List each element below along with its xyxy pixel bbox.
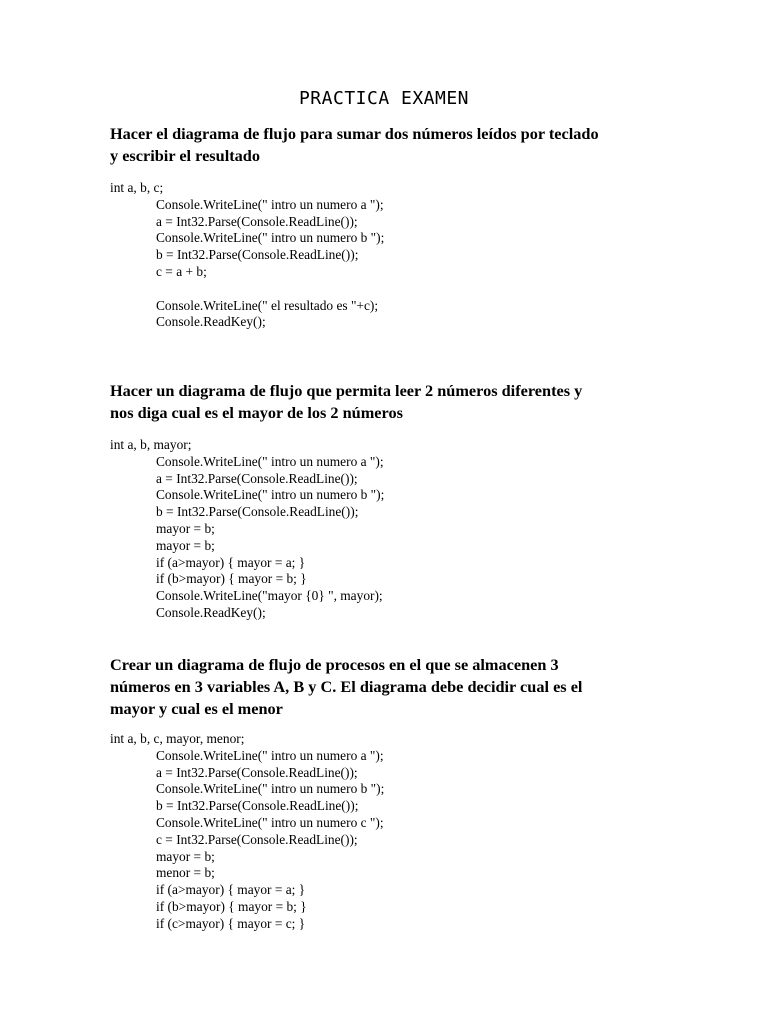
code-line: Console.WriteLine(" intro un numero a "); xyxy=(156,196,384,212)
code-line: c = a + b; xyxy=(156,263,207,279)
page-title: PRACTICA EXAMEN xyxy=(298,88,470,109)
code-line: int a, b, c, mayor, menor; xyxy=(110,731,245,746)
code-line: menor = b; xyxy=(156,865,215,881)
code-block-2 xyxy=(110,437,670,622)
code-line: Console.WriteLine(" intro un numero a "); xyxy=(156,747,384,763)
code-line: if (b>mayor) { mayor = b; } xyxy=(156,571,307,587)
code-line: mayor = b; xyxy=(156,520,215,536)
code-block-3 xyxy=(110,731,670,933)
question-line: Hacer el diagrama de flujo para sumar dos números leídos por teclado xyxy=(110,124,599,143)
code-line xyxy=(110,281,670,298)
code-line: b = Int32.Parse(Console.ReadLine()); xyxy=(156,247,359,263)
code-line: if (a>mayor) { mayor = a; } xyxy=(156,882,306,898)
code-block-1 xyxy=(110,180,670,331)
question-2 xyxy=(110,380,670,424)
question-3 xyxy=(110,654,670,720)
question-line: y escribir el resultado xyxy=(110,146,260,165)
code-line: mayor = b; xyxy=(156,848,215,864)
code-line: Console.WriteLine("mayor {0} ", mayor); xyxy=(156,588,383,604)
code-line: if (c>mayor) { mayor = c; } xyxy=(156,915,306,931)
code-line: int a, b, mayor; xyxy=(110,437,192,452)
question-line: nos diga cual es el mayor de los 2 números xyxy=(110,403,403,422)
code-line: a = Int32.Parse(Console.ReadLine()); xyxy=(156,213,358,229)
code-line: b = Int32.Parse(Console.ReadLine()); xyxy=(156,798,359,814)
question-line: Hacer un diagrama de flujo que permita leer 2 números diferentes y xyxy=(110,381,583,400)
code-line: b = Int32.Parse(Console.ReadLine()); xyxy=(156,504,359,520)
code-line: if (a>mayor) { mayor = a; } xyxy=(156,554,306,570)
code-line: Console.WriteLine(" intro un numero b "); xyxy=(156,230,385,246)
code-line: Console.WriteLine(" intro un numero b "); xyxy=(156,781,385,797)
question-line: números en 3 variables A, B y C. El diagrama debe decidir cual es el xyxy=(110,677,583,696)
code-line: int a, b, c; xyxy=(110,180,164,195)
code-line: if (b>mayor) { mayor = b; } xyxy=(156,898,307,914)
code-line: a = Int32.Parse(Console.ReadLine()); xyxy=(156,764,358,780)
code-line: a = Int32.Parse(Console.ReadLine()); xyxy=(156,470,358,486)
code-line: Console.ReadKey(); xyxy=(156,604,266,620)
code-line: Console.ReadKey(); xyxy=(156,314,266,330)
code-line: c = Int32.Parse(Console.ReadLine()); xyxy=(156,831,358,847)
code-line: mayor = b; xyxy=(156,537,215,553)
code-line: Console.WriteLine(" intro un numero b "); xyxy=(156,487,385,503)
question-line: Crear un diagrama de flujo de procesos en el que se almacenen 3 xyxy=(110,655,559,674)
question-line: mayor y cual es el menor xyxy=(110,699,283,718)
code-line: Console.WriteLine(" intro un numero c "); xyxy=(156,814,384,830)
code-line: Console.WriteLine(" el resultado es "+c); xyxy=(156,297,379,313)
question-1 xyxy=(110,123,670,167)
code-line: Console.WriteLine(" intro un numero a "); xyxy=(156,453,384,469)
